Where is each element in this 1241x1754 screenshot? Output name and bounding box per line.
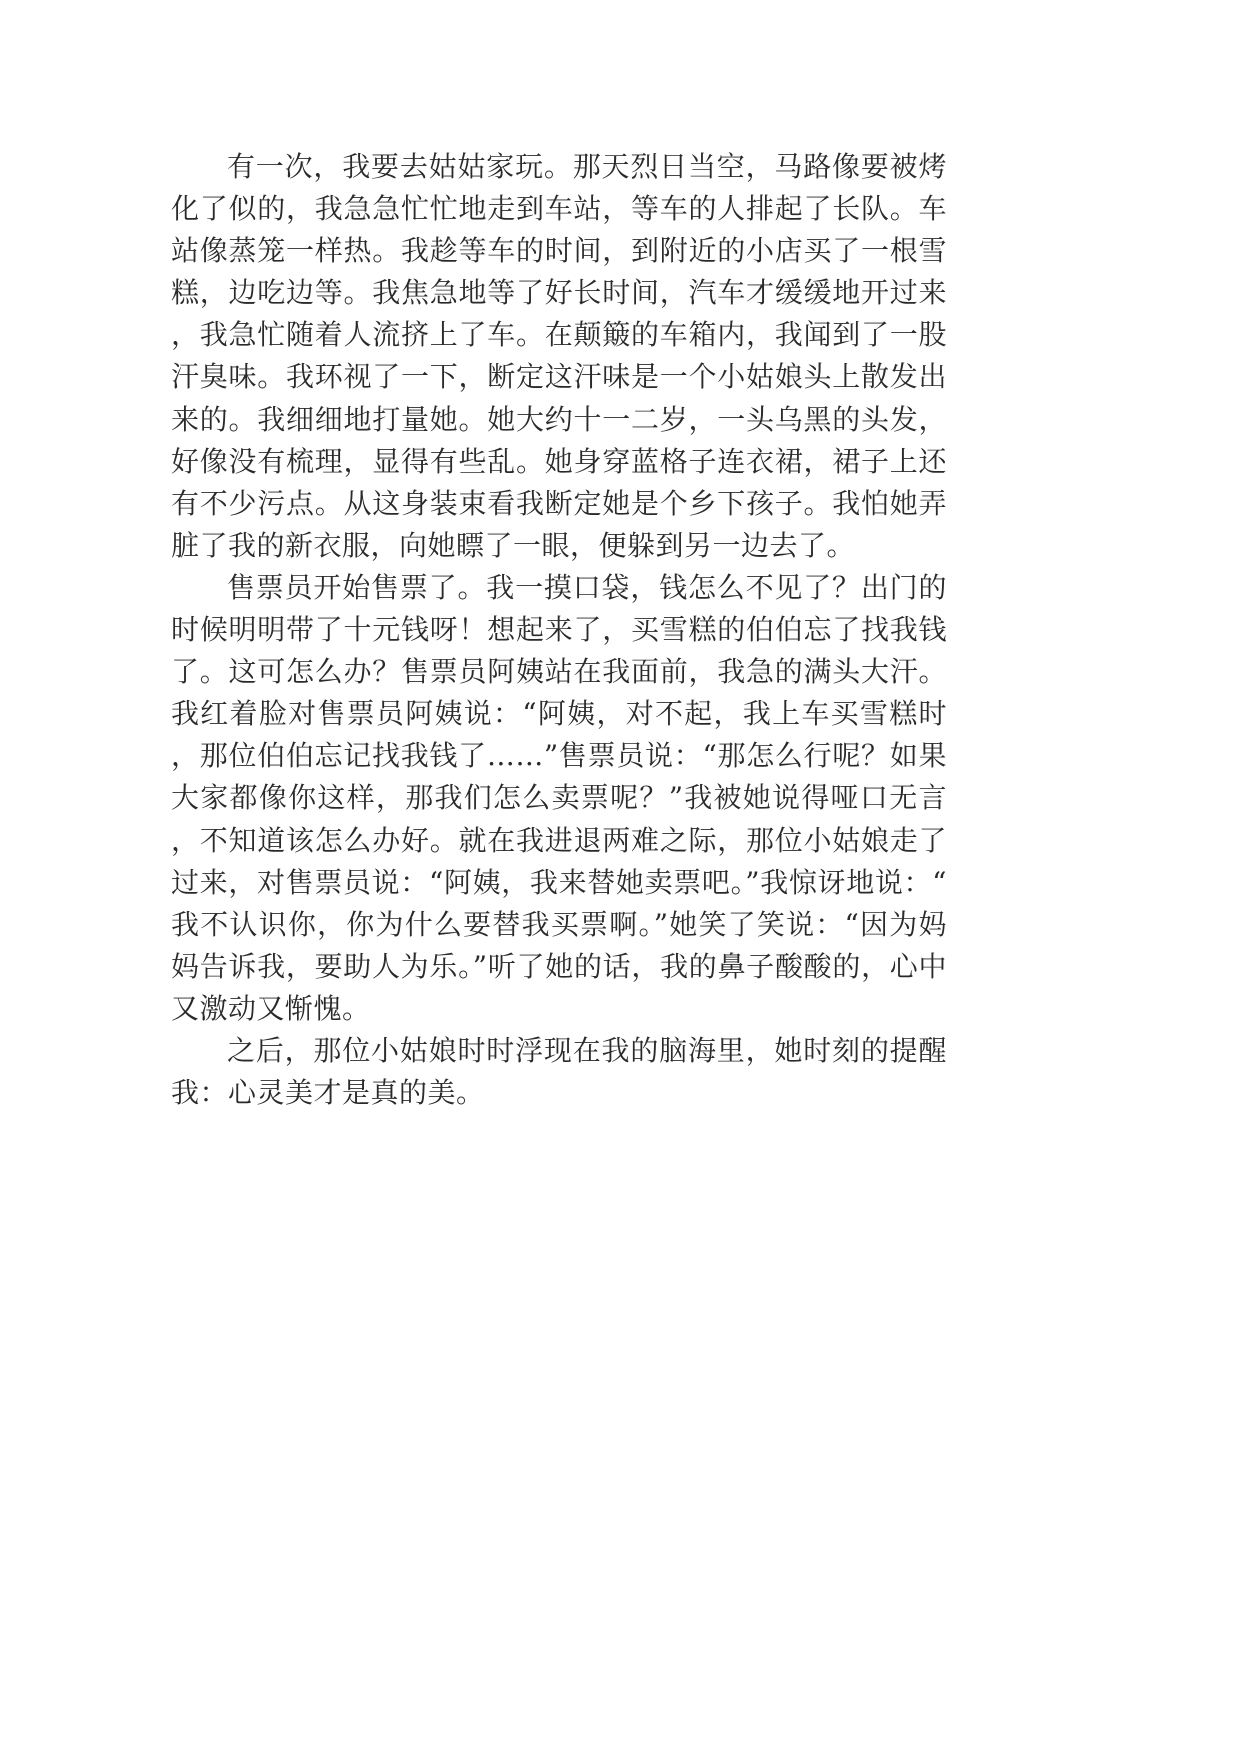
document-body	[171, 146, 947, 1114]
paragraph-1: 有一次，我要去姑姑家玩。那天烈日当空，马路像要被烤化了似的，我急急忙忙地走到车站，等车的人排起了长队。车站像蒸笼一样热。我趁等车的时间，到附近的小店买了一根雪糕，边吃边等。我焦急地等了好长时间，汽车才缓缓地开过来，我急忙随着人流挤上了车。在颠簸的车箱内，我闻到了一股汗臭味。我环视了一下，断定这汗味是一个小姑娘头上散发出来的。我细细地打量她。她大约十一二岁，一头乌黑的头发，好像没有梳理，显得有些乱。她身穿蓝格子连衣裙，裙子上还有不少污点。从这身装束看我断定她是个乡下孩子。我怕她弄脏了我的新衣服，向她瞟了一眼，便躲到另一边去了。	[171, 150, 947, 562]
paragraph-2: 售票员开始售票了。我一摸口袋，钱怎么不见了？出门的时候明明带了十元钱呀！想起来了，买雪糕的伯伯忘了找我钱了。这可怎么办？售票员阿姨站在我面前，我急的满头大汗。我红着脸对售票员阿姨说：“阿姨，对不起，我上车买雪糕时，那位伯伯忘记找我钱了……”售票员说：“那怎么行呢？如果大家都像你这样，那我们怎么卖票呢？”我被她说得哑口无言，不知道该怎么办好。就在我进退两难之际，那位小姑娘走了过来，对售票员说：“阿姨，我来替她卖票吧。”我惊讶地说：“我不认识你，你为什么要替我买票啊。”她笑了笑说：“因为妈妈告诉我，要助人为乐。”听了她的话，我的鼻子酸酸的，心中又激动又惭愧。	[171, 570, 947, 1025]
paragraph-3: 之后，那位小姑娘时时浮现在我的脑海里，她时刻的提醒我：心灵美才是真的美。	[171, 1033, 947, 1110]
